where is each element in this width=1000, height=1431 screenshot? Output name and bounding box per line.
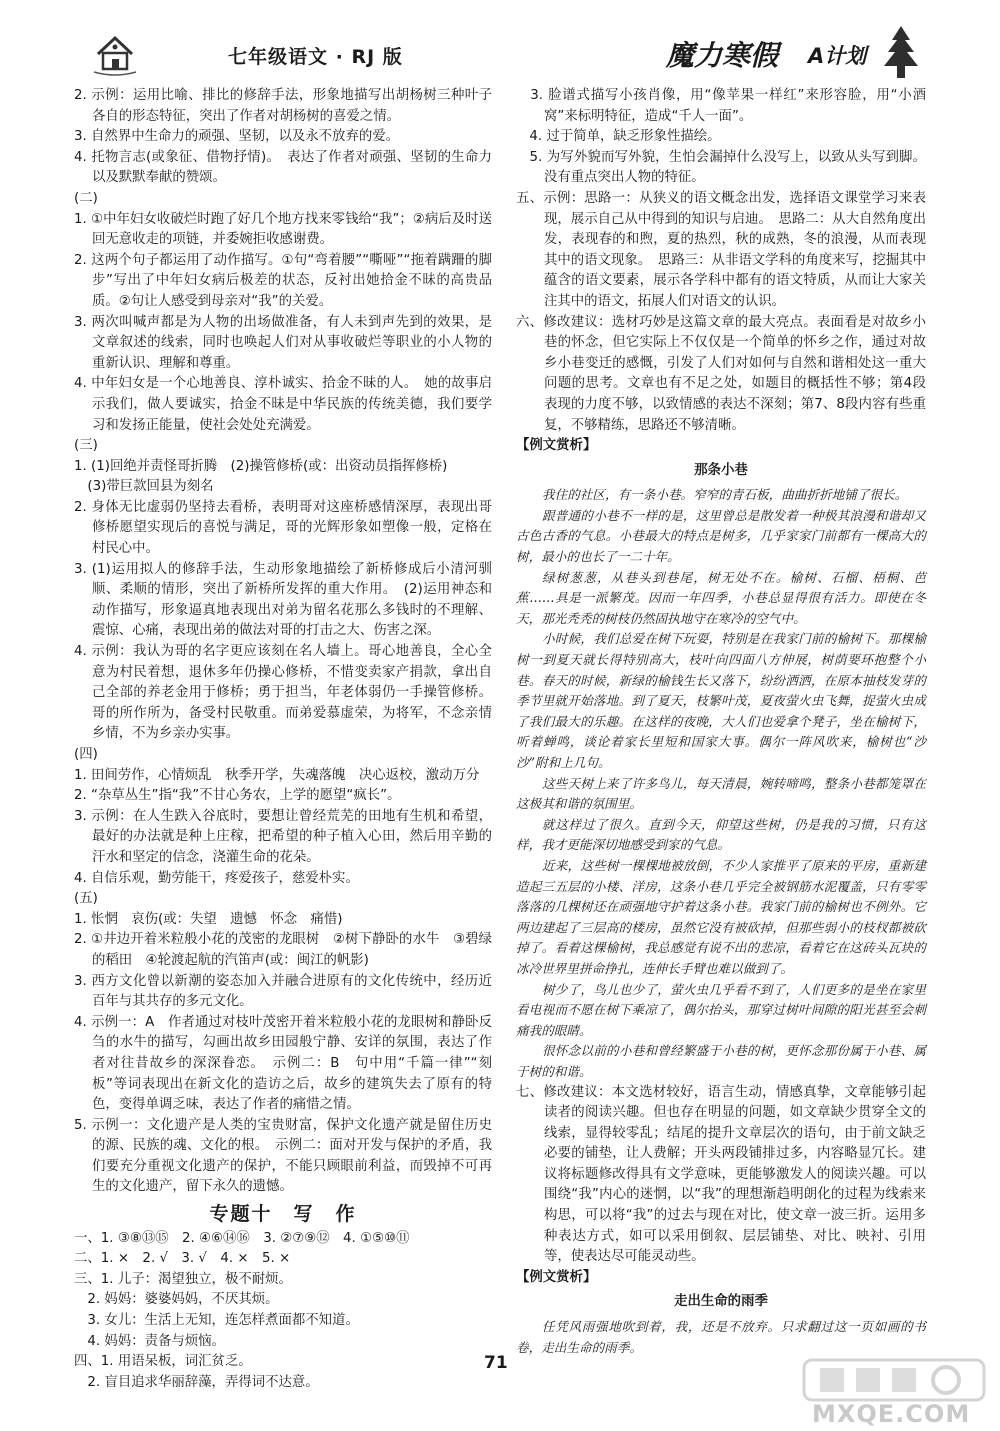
answer-paragraph: 2. ①井边开着米粒般小花的茂密的龙眼树 ②树下静卧的水牛 ③碧绿的稻田 ④轮渡起航的汽笛声(或：闽江的帆影) (74, 932, 492, 968)
answer-paragraph: 六、修改建议：选材巧妙是这篇文章的最大亮点。表面看是对故乡小巷的怀念，但它实际上不仅仅是一个简单的怀乡之作，通过对故乡小巷变迁的感慨，引发了人们对如何与自然和谐相处这一重大问题的思考。文章也有不足之处，如题目的概括性不够；第4段表现的力度不够，以致情感的表达不深刻；第7、8段内容有些重复，不够精练，思路还不够清晰。 (516, 314, 926, 433)
essay-paragraph: 树少了，鸟儿也少了，萤火虫几乎看不到了，人们更多的是坐在家里看电视而不愿在树下乘凉了，偶尔抬头，那穿过树叶间隙的阳光甚至会刺痛我的眼睛。 (516, 981, 926, 1038)
section-heading: 专题十 写 作 (209, 1203, 357, 1226)
answer-paragraph: 4. 示例：我认为哥的名字更应该刻在名人墙上。哥心地善良，全心全意为村民着想，退休多年仍操心修桥，不惜变卖家产捐款，拿出自己全部的养老金用于修桥；勇于担当，年老体弱仍一手操管修桥。哥的所作所为，备受村民敬重。而弟爱慕虚荣，为将军，不念亲情乡情，不为乡亲办实事。 (74, 644, 492, 742)
answer-paragraph: 【例文赏析】 (516, 1269, 597, 1285)
answer-paragraph: 2. 盲目追求华丽辞藻，弄得词不达意。 (74, 1374, 319, 1390)
essay-paragraph: 很怀念以前的小巷和曾经繁盛于小巷的树，更怀念那份属于小巷、属于树的和谐。 (516, 1043, 926, 1079)
answer-paragraph: 3. 自然界中生命力的顽强、坚韧，以及永不放弃的爱。 (74, 129, 400, 145)
answer-paragraph: 3. 脸谱式描写小孩肖像，用“像苹果一样红”来形容脸，用“小酒窝”来标明特征，造成“千人一面”。 (516, 88, 926, 124)
essay-paragraph: 就这样过了很久。直到今天，仰望这些树，仍是我的习惯，只有这样，我才更能深切地感受到家的气息。 (516, 816, 926, 853)
book-grade-label: 七年级语文 · RJ 版 (228, 46, 403, 68)
essay-paragraph: 我住的社区，有一条小巷。窄窄的青石板，曲曲折折地铺了很长。 (542, 487, 908, 503)
answer-paragraph: 4. 中年妇女是一个心地善良、淳朴诚实、拾金不昧的人。 她的故事启示我们，做人要诚实，拾金不昧是中华民族的传统美德，我们要学习和发扬正能量，使社会处处充满爱。 (74, 376, 492, 433)
answer-paragraph: 4. 妈妈：责备与烦恼。 (74, 1333, 225, 1349)
answer-paragraph: 4. 自信乐观，勤劳能干，疼爱孩子，慈爱朴实。 (74, 870, 359, 886)
answer-paragraph: 4. 托物言志(或象征、借物抒情)。 表达了作者对顽强、坚韧的生命力以及默默奉献的赞颂。 (74, 149, 492, 186)
answer-paragraph: 三、1. 儿子：渴望独立，极不耐烦。 (74, 1271, 292, 1287)
answer-paragraph: 3. 两次叫喊声都是为人物的出场做准备，有人未到声先到的效果，是文章叙述的线索，同时也唤起人们对从事收破烂等职业的小人物的重新认识、理解和尊重。 (74, 314, 492, 371)
answer-paragraph: 3. (1)运用拟人的修辞手法，生动形象地描绘了新桥修成后小清河驯顺、柔顺的情形，突出了新桥所发挥的重大作用。 (2)运用神态和动作描写，形象逼真地表现出对弟为留名花那么多钱时的不理解、震惊、心痛，表现出弟的做法对哥的打击之大、伤害之深。 (74, 561, 492, 639)
answer-paragraph: 2. 妈妈：婆婆妈妈，不厌其烦。 (74, 1292, 279, 1308)
answer-paragraph: (四) (74, 747, 98, 762)
essay-paragraph: 近来，这些树一棵棵地被放倒，不少人家推平了原来的平房，重新建造起三五层的小楼、洋房，这条小巷几乎完全被钢筋水泥覆盖，只有零零落落的几棵树还在顽强地守护着这条小巷。我家门前的榆树也不例外。它两边建起了三层高的楼房，虽然它没有被砍掉，但那些弱小的枝杈都被砍掉了。看着这棵榆树，我总感觉有说不出的悲凉，看着它在这砖头瓦块的冰冷世界里拼命挣扎，连伸长手臂也难以做到了。 (516, 857, 926, 976)
answer-paragraph: 4. 过于简单，缺乏形象性描绘。 (516, 129, 721, 145)
answer-paragraph: 2. 示例：运用比喻、排比的修辞手法，形象地描写出胡杨树三种叶子各自的形态特征，突出了作者对胡杨树的喜爱之情。 (74, 88, 492, 124)
essay-paragraph: 任凭风雨强地吹到着，我，还是不放弃。只求翻过这一页如画的书卷，走出生命的雨季。 (516, 1319, 926, 1355)
answer-paragraph: 一、1. ③⑧⑬⑮ 2. ④⑥⑭⑯ 3. ②⑦⑨⑫ 4. ①⑤⑩⑪ (74, 1230, 410, 1246)
answer-paragraph: 3. 示例：在人生跌入谷底时，要想让曾经荒芜的田地有生机和希望，最好的办法就是种上庄稼，把希望的种子植入心田，然后用辛勤的汗水和坚定的信念，浇灌生命的花朵。 (74, 808, 492, 865)
page-number: 71 (484, 1353, 508, 1373)
answer-paragraph: 四、1. 用语呆板，词汇贫乏。 (74, 1354, 252, 1370)
answer-paragraph: 五、示例：思路一：从狭义的语文概念出发，选择语文课堂学习来表现，展示自己从中得到的知识与启迪。 思路二：从大自然角度出发，表现春的和煦，夏的热烈，秋的成熟，冬的浪漫，从而表现其中的语文现象。 思路三：从非语文学科的角度来写，挖掘其中蕴含的语文要素，展示各学科中都有的语文特质，从而让大家关注其中的语文，拓展人们对语文的认识。 (516, 190, 926, 309)
watermark-text: MXQE.COM (812, 1400, 971, 1428)
answer-paragraph: 5. 示例一：文化遗产是人类的宝贵财富，保护文化遗产就是留住历史的源、民族的魂、文化的根。 示例二：面对开发与保护的矛盾，我们要充分重视文化遗产的保护，不能只顾眼前利益，而毁掉不可再生的文化遗产，留下永久的遗憾。 (74, 1117, 492, 1195)
answer-paragraph: (3)带巨款回县为刻名 (74, 479, 214, 495)
answer-paragraph: 2. “杂草丛生”指“我”不甘心务农，上学的愿望“疯长”。 (74, 788, 401, 804)
answer-paragraph: 5. 为写外貌而写外貌，生怕会漏掉什么没写上，以致从头写到脚。没有重点突出人物的特征。 (516, 149, 926, 186)
essay-paragraph: 小时候，我们总爱在树下玩耍，特别是在我家门前的榆树下。那棵榆树一到夏天就长得特别高大，枝叶向四面八方伸展，树荫要环抱整个小巷。春天的时候，新绿的榆钱生长又落下，纷纷洒洒，在原本抽枝发芽的季节里就开始落地。到了夏天，枝繁叶茂，夏夜萤火虫飞舞，捉萤火虫成了我们最大的乐趣。在这样的夜晚，大人们也爱拿个凳子，坐在榆树下，听着蝉鸣，谈论着家长里短和国家大事。偶尔一阵风吹来，榆树也“沙沙”附和上几句。 (516, 631, 926, 770)
answer-paragraph: 4. 示例一：A 作者通过对枝叶茂密开着米粒般小花的龙眼树和静卧反刍的水牛的描写，勾画出故乡田园般宁静、安详的氛围，表达了作者对往昔故乡的深深眷恋。 示例二：B 句中用“千篇一律”“刻板”等词表现出在新文化的造访之后，故乡的建筑失去了原有的特色，变得单调乏味，表达了作者的痛惜之情。 (74, 1014, 492, 1113)
christmas-tree-icon (876, 24, 926, 82)
book-series-subtitle: A计划 (808, 44, 867, 68)
answer-paragraph: 2. 这两个句子都运用了动作描写。①句“弯着腰”“嘶哑”“拖着蹒跚的脚步”写出了中年妇女病后极差的状态，反衬出她拾金不昧的高贵品质。②句让人感受到母亲对“我”的关爱。 (74, 252, 492, 309)
essay-paragraph: 这些天树上来了许多鸟儿，每天清晨，婉转啼鸣，整条小巷都笼罩在这极其和谐的氛围里。 (516, 775, 926, 812)
answer-paragraph: 3. 女儿：生活上无知，连怎样煮面都不知道。 (74, 1313, 359, 1329)
answer-paragraph: (五) (74, 891, 98, 907)
answer-paragraph: 1. 怅惘 哀伤(或：失望 遗憾 怀念 痛惜) (74, 911, 343, 927)
answer-paragraph: 1. 田间劳作，心情烦乱 秋季开学，失魂落魄 决心返校，激动万分 (74, 767, 480, 783)
answer-paragraph: 1. ①中年妇女收破烂时跑了好几个地方找来零钱给“我”；②病后及时送回无意收走的项链，并委婉拒收感谢费。 (74, 211, 492, 248)
answer-paragraph: (二) (74, 190, 98, 206)
answer-paragraph: 3. 西方文化曾以新潮的姿态加入并融合进原有的文化传统中，经历近百年与其共存的多元文化。 (74, 973, 492, 1010)
answer-paragraph: 七、修改建议：本文选材较好，语言生动，情感真挚，文章能够引起读者的阅读兴趣。但也存在明显的问题，如文章缺少贯穿全文的线索，显得较零乱；结尾的提升文章层次的语句，由于前文缺乏必要的铺垫，让人费解；开头两段铺排过多，内容略显冗长。建议将标题修改得具有文学意味，更能够激发人的阅读兴趣。可以围绕“我”内心的迷惘，以“我”的理想渐趋明朗化的过程为线索来构思，可以将“我”的过去与现在对比，使文章一波三折。运用多种表达方式，如可以采用倒叙、层层铺垫、对比、映衬、引用等，使表达尽可能灵动些。 (516, 1084, 926, 1265)
essay-title: 那条小巷 (694, 462, 748, 478)
book-series-title: 魔力寒假 (666, 39, 779, 72)
page-header (0, 0, 1000, 82)
answer-paragraph: 2. 身体无比虚弱仍坚持去看桥，表明哥对这座桥感情深厚，表现出哥修桥愿望实现后的喜悦与满足，哥的光辉形象如塑像一般，定格在村民心中。 (74, 499, 492, 557)
essay-title: 走出生命的雨季 (674, 1294, 768, 1310)
answer-paragraph: (三) (74, 438, 98, 454)
essay-paragraph: 跟普通的小巷不一样的是，这里曾总是散发着一种极其浪漫和谐却又古色古香的气息。小巷最大的特点是树多，几乎家家门前都有一棵高大的树，最小的也长了一二十年。 (516, 507, 926, 565)
answer-paragraph: 【例文赏析】 (516, 438, 597, 454)
answer-column-left (74, 86, 492, 1393)
answer-paragraph: 二、1. × 2. √ 3. √ 4. × 5. × (74, 1251, 291, 1267)
answer-column-right (516, 86, 926, 1358)
house-logo-icon (92, 32, 138, 76)
essay-paragraph: 绿树葱葱，从巷头到巷尾，树无处不在。榆树、石榴、梧桐、芭蕉……具是一派繁茂。因而一年四季，小巷总显得很有活力。即使在冬天，那光秃秃的树枝仍然固执地守在寒冷的空气中。 (516, 569, 926, 626)
answer-paragraph: 1. (1)回绝并责怪哥折腾 (2)操管修桥(或：出资动员指挥修桥) (74, 458, 448, 474)
